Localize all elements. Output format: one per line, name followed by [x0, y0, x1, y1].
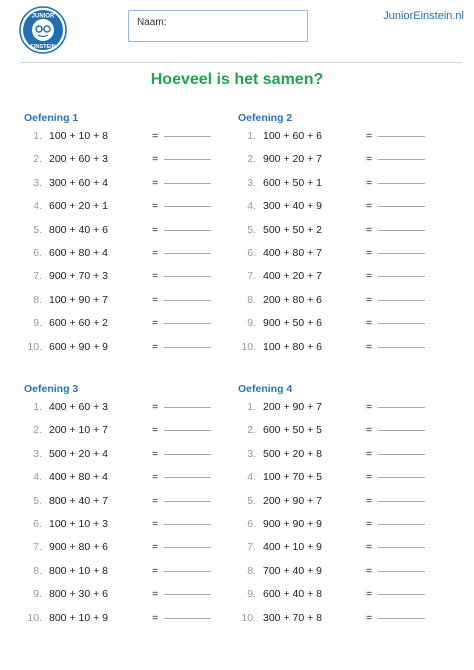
answer-line[interactable] [378, 136, 425, 137]
equals-sign: = [152, 317, 159, 330]
exercise-item [24, 541, 234, 564]
exercise-item [24, 424, 234, 447]
answer-line[interactable] [164, 454, 211, 455]
item-number: 6. [33, 517, 42, 530]
equals-sign: = [366, 223, 373, 236]
answer-line[interactable] [164, 323, 211, 324]
answer-line[interactable] [378, 276, 425, 277]
item-number: 3. [33, 176, 42, 189]
item-number: 5. [247, 494, 256, 507]
answer-line[interactable] [164, 136, 211, 137]
equals-sign: = [366, 588, 373, 601]
exercise-item [238, 612, 448, 635]
equals-sign: = [366, 541, 373, 554]
item-expression: 100 + 10 + 8 [49, 130, 108, 142]
item-number: 10. [27, 340, 42, 353]
equals-sign: = [366, 246, 373, 259]
item-number: 1. [33, 130, 42, 142]
item-number: 2. [247, 153, 256, 166]
exercise-item [238, 130, 448, 153]
equals-sign: = [152, 340, 159, 353]
exercise-item [24, 612, 234, 635]
exercise-item [238, 177, 448, 200]
item-expression: 600 + 60 + 2 [49, 317, 108, 330]
answer-line[interactable] [164, 407, 211, 408]
item-number: 8. [247, 564, 256, 577]
item-expression: 200 + 60 + 3 [49, 153, 108, 166]
answer-line[interactable] [164, 253, 211, 254]
exercise-item [238, 565, 448, 588]
equals-sign: = [152, 246, 159, 259]
item-number: 10. [241, 611, 256, 624]
answer-line[interactable] [164, 206, 211, 207]
item-expression: 900 + 70 + 3 [49, 270, 108, 283]
item-number: 8. [247, 293, 256, 306]
item-expression: 200 + 90 + 7 [263, 401, 322, 413]
item-expression: 600 + 40 + 8 [263, 588, 322, 601]
answer-line[interactable] [378, 524, 425, 525]
answer-line[interactable] [378, 300, 425, 301]
item-number: 10. [27, 611, 42, 624]
item-number: 6. [247, 246, 256, 259]
answer-line[interactable] [164, 230, 211, 231]
item-number: 8. [33, 564, 42, 577]
exercise-title: Oefening 4 [238, 383, 293, 395]
exercise-item [24, 588, 234, 611]
equals-sign: = [366, 176, 373, 189]
item-number: 3. [247, 176, 256, 189]
item-expression: 200 + 90 + 7 [263, 494, 322, 507]
answer-line[interactable] [378, 347, 425, 348]
junior-einstein-logo [19, 6, 67, 54]
exercise-title: Oefening 2 [238, 112, 293, 124]
item-number: 1. [247, 130, 256, 142]
answer-line[interactable] [164, 300, 211, 301]
item-expression: 900 + 90 + 9 [263, 517, 322, 530]
exercise-item [24, 401, 234, 424]
item-expression: 400 + 20 + 7 [263, 270, 322, 283]
item-number: 4. [33, 471, 42, 484]
answer-line[interactable] [378, 571, 425, 572]
svg-text:EINSTEIN: EINSTEIN [30, 44, 56, 50]
exercise-item [24, 471, 234, 494]
exercise-item [238, 247, 448, 270]
item-number: 4. [247, 200, 256, 213]
name-field[interactable] [128, 10, 308, 42]
item-number: 7. [247, 270, 256, 283]
site-link[interactable]: JuniorEinstein.nl [383, 10, 464, 22]
answer-line[interactable] [378, 323, 425, 324]
equals-sign: = [366, 564, 373, 577]
equals-sign: = [152, 494, 159, 507]
equals-sign: = [366, 270, 373, 283]
equals-sign: = [152, 270, 159, 283]
equals-sign: = [152, 130, 159, 142]
item-expression: 400 + 80 + 7 [263, 246, 322, 259]
item-number: 2. [33, 153, 42, 166]
answer-line[interactable] [378, 430, 425, 431]
answer-line[interactable] [378, 183, 425, 184]
exercise-item [24, 247, 234, 270]
item-expression: 800 + 10 + 9 [49, 611, 108, 624]
item-number: 8. [33, 293, 42, 306]
name-label: Naam: [137, 17, 167, 28]
exercise-item [238, 200, 448, 223]
item-expression: 400 + 80 + 4 [49, 471, 108, 484]
item-number: 4. [247, 471, 256, 484]
page-title: Hoeveel is het samen? [150, 71, 324, 88]
item-expression: 300 + 40 + 9 [263, 200, 322, 213]
item-number: 6. [247, 517, 256, 530]
exercise-2 [238, 112, 448, 364]
answer-line[interactable] [378, 253, 425, 254]
equals-sign: = [152, 223, 159, 236]
exercise-title: Oefening 3 [24, 383, 79, 395]
item-number: 6. [33, 246, 42, 259]
header-divider [20, 62, 462, 63]
item-expression: 200 + 80 + 6 [263, 293, 322, 306]
exercise-item [24, 495, 234, 518]
item-expression: 800 + 30 + 6 [49, 588, 108, 601]
svg-text:JUNIOR: JUNIOR [31, 13, 55, 20]
item-number: 4. [33, 200, 42, 213]
answer-line[interactable] [378, 407, 425, 408]
equals-sign: = [366, 471, 373, 484]
equals-sign: = [366, 153, 373, 166]
exercise-item [24, 341, 234, 364]
item-expression: 500 + 20 + 8 [263, 447, 322, 460]
exercise-item [24, 177, 234, 200]
equals-sign: = [152, 176, 159, 189]
exercise-item [24, 270, 234, 293]
item-expression: 600 + 50 + 1 [263, 176, 322, 189]
equals-sign: = [366, 340, 373, 353]
item-number: 2. [247, 424, 256, 437]
equals-sign: = [366, 317, 373, 330]
exercise-item [24, 200, 234, 223]
answer-line[interactable] [164, 618, 211, 619]
exercise-item [238, 341, 448, 364]
answer-line[interactable] [378, 454, 425, 455]
equals-sign: = [366, 130, 373, 142]
equals-sign: = [366, 424, 373, 437]
item-expression: 700 + 40 + 9 [263, 564, 322, 577]
exercise-4 [238, 383, 448, 635]
answer-line[interactable] [164, 347, 211, 348]
exercise-item [24, 565, 234, 588]
item-number: 10. [241, 340, 256, 353]
equals-sign: = [152, 564, 159, 577]
exercise-1 [24, 112, 234, 364]
equals-sign: = [152, 424, 159, 437]
exercise-item [238, 471, 448, 494]
exercise-item [238, 541, 448, 564]
answer-line[interactable] [164, 276, 211, 277]
answer-line[interactable] [164, 159, 211, 160]
item-number: 9. [33, 317, 42, 330]
exercise-item [24, 294, 234, 317]
item-expression: 900 + 50 + 6 [263, 317, 322, 330]
item-number: 9. [33, 588, 42, 601]
exercise-item [238, 294, 448, 317]
equals-sign: = [366, 494, 373, 507]
exercise-item [238, 588, 448, 611]
answer-line[interactable] [164, 183, 211, 184]
item-expression: 300 + 60 + 4 [49, 176, 108, 189]
item-number: 5. [33, 223, 42, 236]
equals-sign: = [152, 447, 159, 460]
item-number: 7. [247, 541, 256, 554]
item-expression: 900 + 20 + 7 [263, 153, 322, 166]
item-expression: 500 + 20 + 4 [49, 447, 108, 460]
equals-sign: = [366, 200, 373, 213]
equals-sign: = [152, 200, 159, 213]
answer-line[interactable] [164, 571, 211, 572]
equals-sign: = [152, 611, 159, 624]
answer-line[interactable] [378, 159, 425, 160]
item-expression: 100 + 10 + 3 [49, 517, 108, 530]
equals-sign: = [152, 153, 159, 166]
equals-sign: = [152, 541, 159, 554]
exercise-item [24, 224, 234, 247]
answer-line[interactable] [164, 547, 211, 548]
item-expression: 100 + 90 + 7 [49, 293, 108, 306]
item-number: 1. [33, 401, 42, 413]
exercise-item [238, 270, 448, 293]
item-expression: 600 + 90 + 9 [49, 340, 108, 353]
equals-sign: = [366, 401, 373, 413]
item-number: 7. [33, 541, 42, 554]
answer-line[interactable] [164, 477, 211, 478]
exercise-item [238, 317, 448, 340]
exercise-item [238, 153, 448, 176]
exercise-item [238, 518, 448, 541]
exercise-item [24, 130, 234, 153]
item-expression: 400 + 10 + 9 [263, 541, 322, 554]
item-number: 3. [247, 447, 256, 460]
item-expression: 600 + 80 + 4 [49, 246, 108, 259]
answer-line[interactable] [378, 230, 425, 231]
equals-sign: = [152, 517, 159, 530]
item-expression: 100 + 80 + 6 [263, 340, 322, 353]
item-number: 5. [33, 494, 42, 507]
exercise-item [24, 448, 234, 471]
exercise-item [24, 317, 234, 340]
item-expression: 800 + 40 + 7 [49, 494, 108, 507]
answer-line[interactable] [164, 524, 211, 525]
item-expression: 500 + 50 + 2 [263, 223, 322, 236]
item-number: 1. [247, 401, 256, 413]
item-expression: 600 + 20 + 1 [49, 200, 108, 213]
exercise-title: Oefening 1 [24, 112, 79, 124]
equals-sign: = [152, 471, 159, 484]
exercise-item [238, 424, 448, 447]
equals-sign: = [152, 588, 159, 601]
item-expression: 600 + 50 + 5 [263, 424, 322, 437]
item-expression: 200 + 10 + 7 [49, 424, 108, 437]
equals-sign: = [366, 447, 373, 460]
item-number: 9. [247, 588, 256, 601]
answer-line[interactable] [378, 618, 425, 619]
answer-line[interactable] [378, 477, 425, 478]
answer-line[interactable] [378, 594, 425, 595]
item-expression: 800 + 40 + 6 [49, 223, 108, 236]
answer-line[interactable] [378, 206, 425, 207]
item-number: 3. [33, 447, 42, 460]
equals-sign: = [366, 611, 373, 624]
item-expression: 400 + 60 + 3 [49, 401, 108, 413]
exercise-item [24, 518, 234, 541]
exercise-item [238, 401, 448, 424]
item-number: 2. [33, 424, 42, 437]
answer-line[interactable] [378, 547, 425, 548]
equals-sign: = [366, 517, 373, 530]
item-expression: 100 + 70 + 5 [263, 471, 322, 484]
exercise-item [238, 448, 448, 471]
item-number: 7. [33, 270, 42, 283]
item-number: 5. [247, 223, 256, 236]
exercise-3 [24, 383, 234, 635]
equals-sign: = [152, 401, 159, 413]
answer-line[interactable] [164, 430, 211, 431]
answer-line[interactable] [378, 501, 425, 502]
item-expression: 900 + 80 + 6 [49, 541, 108, 554]
answer-line[interactable] [164, 594, 211, 595]
exercise-item [238, 495, 448, 518]
item-expression: 800 + 10 + 8 [49, 564, 108, 577]
equals-sign: = [366, 293, 373, 306]
exercise-item [238, 224, 448, 247]
item-number: 9. [247, 317, 256, 330]
item-expression: 300 + 70 + 8 [263, 611, 322, 624]
equals-sign: = [152, 293, 159, 306]
item-expression: 100 + 60 + 6 [263, 130, 322, 142]
answer-line[interactable] [164, 501, 211, 502]
exercise-item [24, 153, 234, 176]
